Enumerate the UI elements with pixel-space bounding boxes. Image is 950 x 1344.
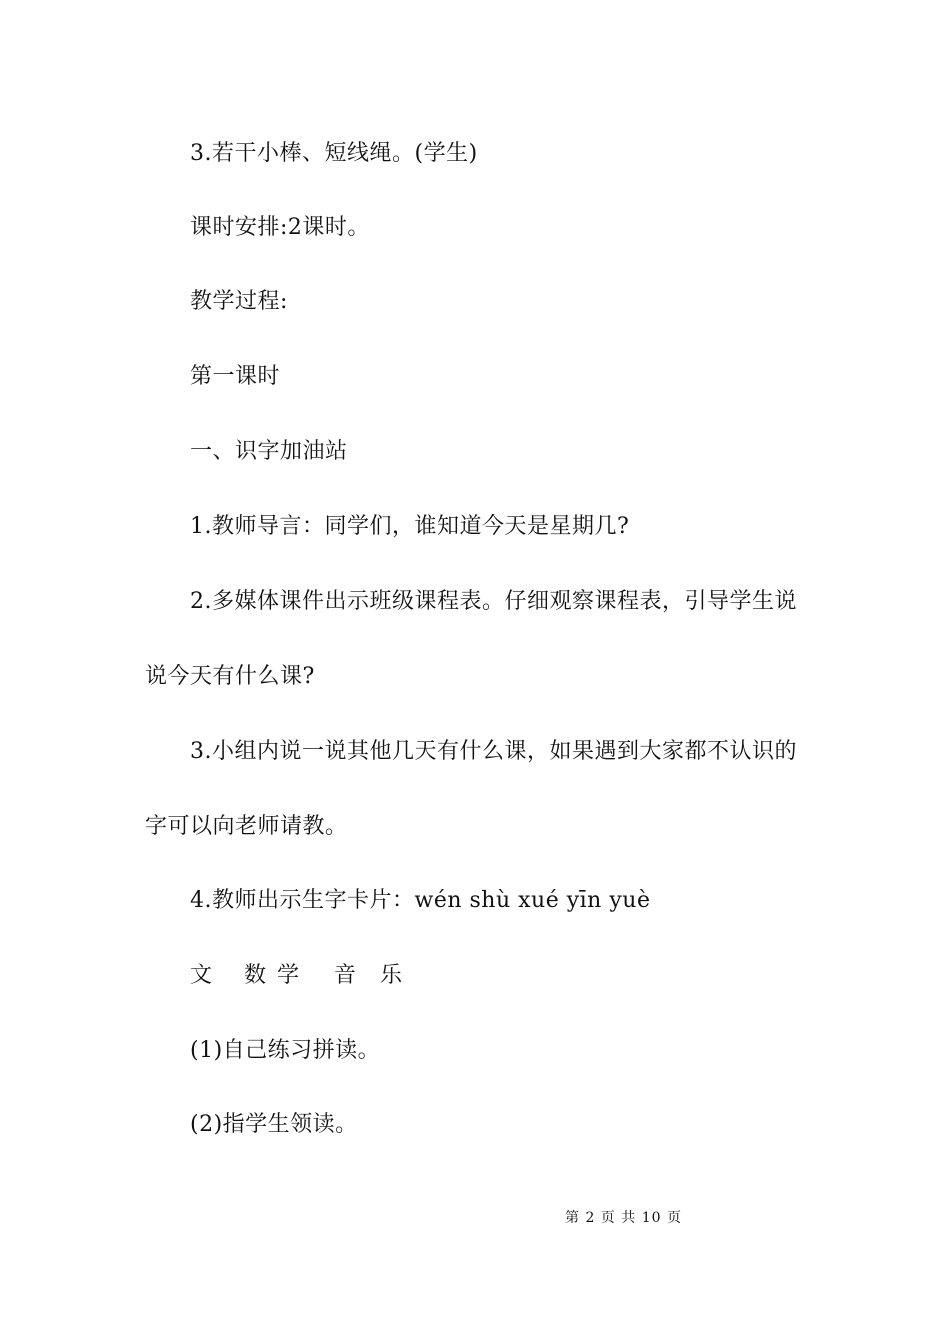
text-line-step-1: 1.教师导言：同学们，谁知道今天是星期几? (190, 514, 630, 539)
character-card-wen: 文 (190, 963, 213, 988)
text-line-first-lesson: 第一课时 (190, 364, 281, 389)
text-line-schedule: 课时安排:2课时。 (190, 215, 370, 240)
text-line-step-2-cont: 说今天有什么课? (145, 664, 315, 689)
text-line-materials: 3.若干小棒、短线绳。(学生) (190, 141, 478, 166)
character-card-xue: 学 (277, 963, 300, 988)
character-card-shu: 数 (244, 963, 267, 988)
text-line-section-heading: 一、识字加油站 (190, 439, 348, 464)
page-number-footer: 第 2 页 共 10 页 (565, 1210, 682, 1226)
character-card-yin: 音 (334, 963, 357, 988)
text-line-step-3-cont: 字可以向老师请教。 (145, 814, 348, 839)
text-line-step-2: 2.多媒体课件出示班级课程表。仔细观察课程表，引导学生说 (190, 589, 797, 614)
text-line-substep-2: (2)指学生领读。 (190, 1112, 358, 1137)
text-line-step-3: 3.小组内说一说其他几天有什么课，如果遇到大家都不认识的 (190, 739, 797, 764)
character-card-yue: 乐 (380, 963, 403, 988)
text-line-substep-1: (1)自己练习拼读。 (190, 1038, 381, 1063)
text-line-step-4: 4.教师出示生字卡片：wén shù xué yīn yuè (190, 888, 651, 913)
text-line-process-heading: 教学过程: (190, 289, 288, 314)
